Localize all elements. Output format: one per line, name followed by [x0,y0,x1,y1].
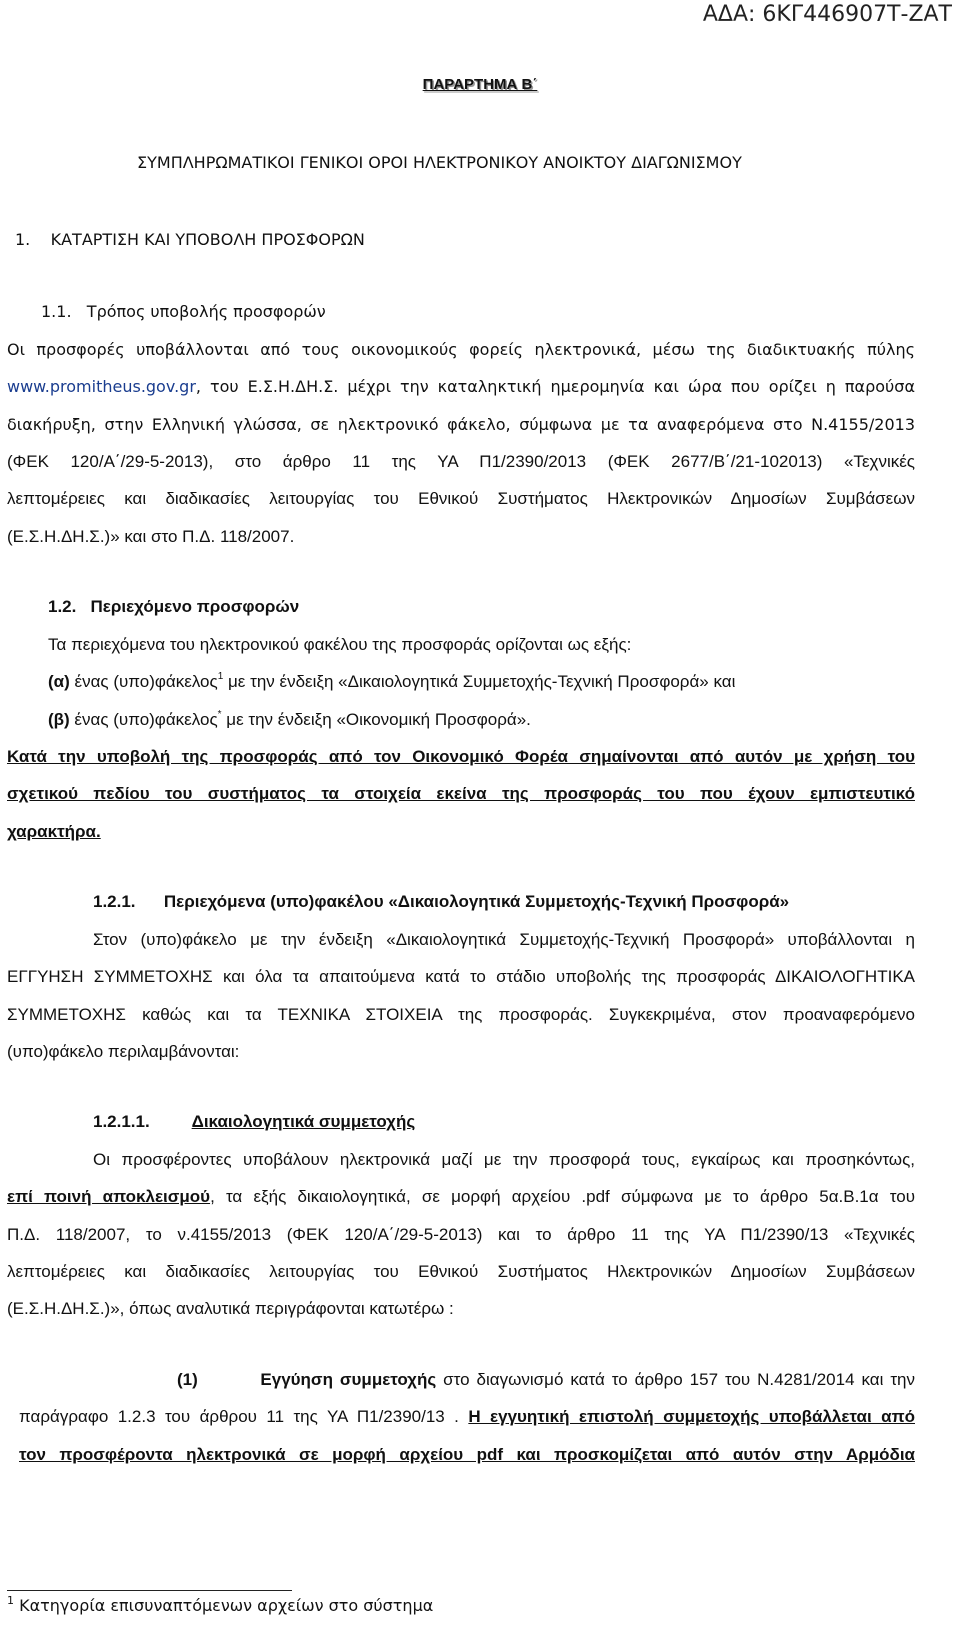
footnote [7,1596,433,1615]
s11-line-6: (Ε.Σ.Η.ΔΗ.Σ.)» και στο Π.Δ. 118/2007. [7,527,295,546]
item-1-rest: στο διαγωνισμό κατά το άρθρο 157 του Ν.4281/2014 και την [436,1370,915,1389]
s12-item-b [48,709,531,731]
annex-title: ΠΑΡΑΡΤΗΜΑ Β΄ [422,76,538,93]
section-1-2-heading [48,596,299,618]
section-1-2-1-heading [93,891,789,913]
s1211-line-5: (Ε.Σ.Η.ΔΗ.Σ.)», όπως αναλυτικά περιγράφονται κατωτέρω : [7,1299,454,1318]
item-a-text-1: ένας (υπο)φάκελος [69,672,218,691]
s11-line-2 [7,376,915,398]
section-1-2-number: 1.2. [48,597,77,616]
s12-note-line-3: χαρακτήρα. [7,822,101,841]
s121-line-1: Στον (υπο)φάκελο με την ένδειξη «Δικαιολογητικά Συμμετοχής-Τεχνική Προσφορά» υποβάλλονται η [93,930,915,949]
document-title: ΣΥΜΠΛΗΡΩΜΑΤΙΚΟΙ ΓΕΝΙΚΟΙ ΟΡΟΙ ΗΛΕΚΤΡΟΝΙΚΟΥ ΑΝΟΙΚΤΟΥ ΔΙΑΓΩΝΙΣΜΟΥ [137,153,742,172]
s1211-line-1: Οι προσφέροντες υποβάλουν ηλεκτρονικά μαζί με την προσφορά τους, εγκαίρως και προσηκόντως, [93,1150,915,1169]
s1211-line-3: Π.Δ. 118/2007, το ν.4155/2013 (ΦΕΚ 120/Α΄/29-5-2013) και το άρθρο 11 της ΥΑ Π1/2390/13 «Τεχνικές [7,1225,915,1244]
s12-note-line-2: σχετικού πεδίου του συστήματος τα στοιχεία εκείνα της προσφοράς του που έχουν εμπιστευτικό [7,784,915,803]
s11-line-3-b: 4155/2013 [828,415,915,434]
promitheus-link[interactable]: www.promitheus.gov.gr [7,377,196,396]
s11-line-5: λεπτομέρειες και διαδικασίες λειτουργίας του Εθνικού Συστήματος Ηλεκτρονικών Δημοσίων Συμβάσεων [7,489,915,508]
s11-line-1: Οι προσφορές υποβάλλονται από τους οικονομικούς φορείς ηλεκτρονικά, μέσω της διαδικτυακής πύλης [7,340,915,359]
item-1-number: (1) [177,1370,198,1389]
item-1-line-1 [177,1369,915,1391]
exclusion-penalty: επί ποινή αποκλεισμού [7,1187,211,1206]
s11-line-3 [7,414,915,436]
s11-line-4: (ΦΕΚ 120/Α΄/29-5-2013), στο άρθρο 11 της ΥΑ Π1/2390/2013 (ΦΕΚ 2677/Β΄/21-102013) «Τεχνικές [7,452,915,471]
s12-item-a [48,671,735,693]
s11-line-2-a: , του Ε.Σ.Η. [195,377,296,396]
section-1-2-1-1-number: 1.2.1.1. [93,1112,150,1131]
item-b-label: (β) [48,710,70,729]
section-1-1-title: Τρόπος υποβολής προσφορών [86,302,326,321]
item-b-text-1: ένας (υπο)φάκελος [69,710,218,729]
item-a-label: (α) [48,672,70,691]
s121-line-4: (υπο)φάκελο περιλαμβάνονται: [7,1042,240,1061]
footnote-ref-star: * [217,709,222,720]
item-1-title: Εγγύηση συμμετοχής [260,1370,437,1389]
section-1-2-1-number: 1.2.1. [93,892,136,911]
section-1-number: 1. [15,230,31,249]
section-1-2-1-1-heading [93,1111,415,1133]
s11-line-3-a: διακήρυξη, στην Ελληνική γλώσσα, σε ηλεκτρονικό φάκελο, σύμφωνα με τα αναφερόμενα στο Ν. [7,415,829,434]
section-1-2-title: Περιεχόμενο προσφορών [90,597,300,616]
item-1-line-2 [19,1406,915,1428]
section-1-2-1-title: Περιεχόμενα (υπο)φακέλου «Δικαιολογητικά Συμμετοχής-Τεχνική Προσφορά» [163,892,790,911]
s1211-line-2 [7,1186,915,1208]
s11-line-2-b: ΔΗ.Σ. μέχρι την καταληκτική ημερομηνία και ώρα που ορίζει η παρούσα [295,377,915,396]
footnote-ref-1: 1 [217,671,224,682]
item-b-text-2: με την ένδειξη «Οικονομική Προσφορά». [221,710,531,729]
item-1-line-2-a: παράγραφο 1.2.3 του άρθρου 11 της ΥΑ Π1/2390/13 . [19,1407,469,1426]
section-1-title: ΚΑΤΑΡΤΙΣΗ ΚΑΙ ΥΠΟΒΟΛΗ ΠΡΟΣΦΟΡΩΝ [50,230,365,249]
item-a-text-2: με την ένδειξη «Δικαιολογητικά Συμμετοχής-Τεχνική Προσφορά» και [223,672,736,691]
s121-line-2: ΕΓΓΥΗΣΗ ΣΥΜΜΕΤΟΧΗΣ και όλα τα απαιτούμενα κατά το στάδιο υποβολής της προσφοράς ΔΙΚΑΙΟΛΟΓΗΤΙΚΑ [7,967,915,986]
s1211-line-4: λεπτομέρειες και διαδικασίες λειτουργίας του Εθνικού Συστήματος Ηλεκτρονικών Δημοσίων Συμβάσεων [7,1262,915,1281]
ada-code: ΑΔΑ: 6ΚΓ446907Τ-ΖΑΤ [702,2,952,27]
section-1-heading [15,229,365,251]
s121-line-3: ΣΥΜΜΕΤΟΧΗΣ καθώς και τα ΤΕΧΝΙΚΑ ΣΤΟΙΧΕΙΑ της προσφοράς. Συγκεκριμένα, στον προαναφερόμενο [7,1005,915,1024]
footnote-mark: 1 [7,1594,14,1607]
item-1-line-3: τον προσφέροντα ηλεκτρονικά σε μορφή αρχείου pdf και προσκομίζεται από αυτόν στην Αρμόδια [19,1445,915,1464]
section-1-1-heading [41,301,326,323]
footnote-text: Κατηγορία επισυναπτόμενων αρχείων στο σύστημα [14,1596,434,1615]
item-1-line-2-b: Η εγγυητική επιστολή συμμετοχής υποβάλλεται από [468,1407,915,1426]
s12-intro: Τα περιεχόμενα του ηλεκτρονικού φακέλου της προσφοράς ορίζονται ως εξής: [48,635,632,654]
s1211-line-2-rest: , τα εξής δικαιολογητικά, σε μορφή αρχείου .pdf σύμφωνα με το άρθρο 5α.Β.1α του [210,1187,915,1206]
s12-note-line-1: Κατά την υποβολή της προσφοράς από τον Οικονομικό Φορέα σημαίνονται από αυτόν με χρήση του [7,747,915,766]
section-1-2-1-1-title: Δικαιολογητικά συμμετοχής [191,1112,416,1131]
section-1-1-number: 1.1. [41,302,72,321]
footnote-separator [7,1590,292,1591]
